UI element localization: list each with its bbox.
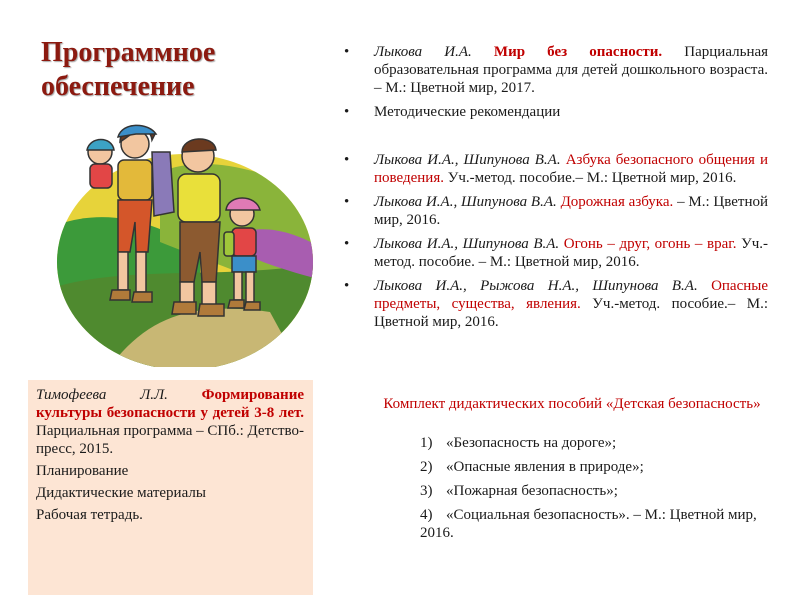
list-item: 3) «Пожарная безопасность»; [420, 483, 618, 499]
child-on-back [87, 140, 114, 189]
reference-title: Формирование культуры безопасности у детей 3-8 лет. [36, 387, 304, 421]
list-item: • Лыкова И.А., Шипунова В.А. Дорожная азбука. – М.: Цветной мир, 2016. [338, 193, 768, 229]
list-item: • Лыкова И.А., Рыжова Н.А., Шипунова В.А. Опасные предметы, существа, явления. Уч.-метод. пособие.– М.: Цветной мир, 2016. [338, 277, 768, 331]
reference-details: Парциальная программа – СПб.: Детство-пресс, 2015. [36, 423, 305, 457]
reference-author: Тимофеева Л.Л. [36, 387, 168, 403]
left-item-workbook: Рабочая тетрадь. [36, 507, 143, 523]
timofeeva-reference [36, 386, 304, 458]
list-item: 1) «Безопасность на дороге»; [420, 435, 617, 451]
list-item: • Методические рекомендации [338, 103, 768, 121]
backpack [152, 152, 174, 216]
references-list [338, 43, 768, 337]
hiking-family-illustration [40, 112, 330, 367]
title-line-1: Программное [41, 37, 216, 68]
list-item: • Лыкова И.А., Шипунова В.А. Азбука безопасного общения и поведения. Уч.-метод. пособие.– М.: Цветной мир, 2016. [338, 151, 768, 187]
list-item: 2) «Опасные явления в природе»; [420, 459, 644, 475]
page-title [41, 36, 301, 104]
title-line-2: обеспечение [41, 71, 195, 102]
list-item: 4) «Социальная безопасность». – М.: Цветной мир, 2016. [420, 507, 757, 541]
list-item: • Лыкова И.А. Мир без опасности. Парциальная образовательная программа для детей дошкольного возраста. – М.: Цветной мир, 2017. [338, 43, 768, 97]
left-program-info [36, 386, 304, 524]
kit-heading: Комплект дидактических пособий «Детская безопасность» [383, 396, 761, 412]
kit-list [420, 434, 765, 548]
list-item: • Лыкова И.А., Шипунова В.А. Огонь – друг, огонь – враг. Уч.-метод. пособие. – М.: Цветной мир, 2016. [338, 235, 768, 271]
left-item-didactic: Дидактические материалы [36, 485, 206, 501]
left-item-planning: Планирование [36, 463, 129, 479]
